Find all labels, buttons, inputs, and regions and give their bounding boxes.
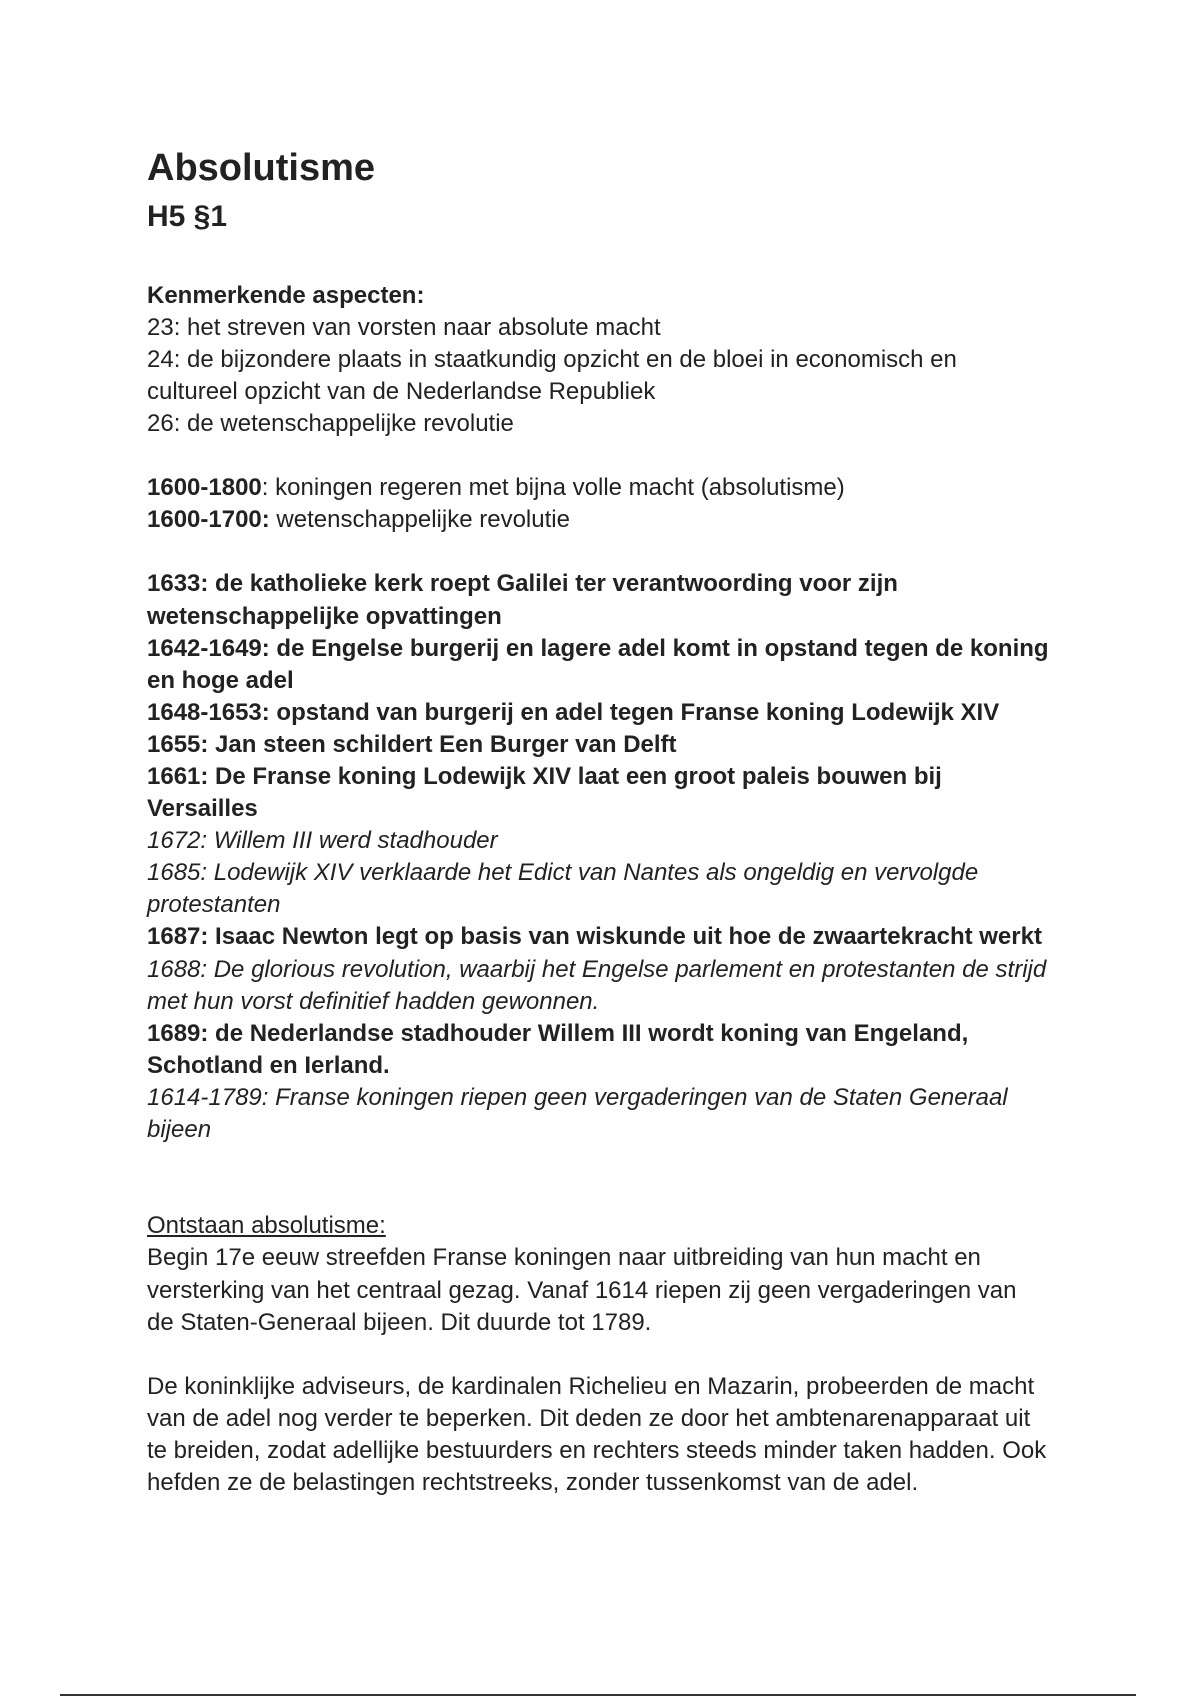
timeline-entry: 1685: Lodewijk XIV verklaarde het Edict van Nantes als ongeldig en vervolgde protestanten [147, 859, 979, 919]
aspect-item: 24: de bijzondere plaats in staatkundig opzicht en de bloei in economisch en cultureel opzicht van de Nederlandse Republiek [147, 345, 957, 405]
timeline-entry: 1688: De glorious revolution, waarbij het Engelse parlement en protestanten de strijd met hun vorst definitief hadden gewonnen. [147, 955, 1047, 1015]
timeline-entry: 1655: Jan steen schildert Een Burger van Delft [147, 730, 677, 758]
page-title: Absolutisme [147, 147, 376, 189]
document-page [147, 146, 1167, 1499]
kenmerkende-aspecten-section [147, 280, 1167, 440]
period-range: 1600-1800 [147, 474, 262, 502]
timeline-entry: 1648-1653: opstand van burgerij en adel tegen Franse koning Lodewijk XIV [147, 698, 1000, 726]
section-heading: Kenmerkende aspecten: [147, 281, 425, 309]
footer-divider [60, 1694, 1136, 1696]
paragraph: De koninklijke adviseurs, de kardinalen Richelieu en Mazarin, probeerden de macht van de adel nog verder te beperken. Dit deden ze door het ambtenarenapparaat uit te breiden, zodat adellijke bestuurders en rechters steeds minder taken hadden. Ook hefden ze de belastingen rechtstreeks, zonder tussenkomst van de adel. [147, 1372, 1047, 1497]
period-row [147, 472, 1167, 504]
timeline-entry: 1642-1649: de Engelse burgerij en lagere adel komt in opstand tegen de koning en hoge adel [147, 634, 1049, 694]
timeline-entry: 1614-1789: Franse koningen riepen geen vergaderingen van de Staten Generaal bijeen [147, 1083, 1008, 1144]
timeline-entry: 1661: De Franse koning Lodewijk XIV laat een groot paleis bouwen bij Versailles [147, 763, 942, 823]
paragraph: Begin 17e eeuw streefden Franse koningen naar uitbreiding van hun macht en versterking van het centraal gezag. Vanaf 1614 riepen zij geen vergaderingen van de Staten-Generaal bijeen. Dit duurde tot 1789. [147, 1244, 1017, 1336]
chapter-subtitle: H5 §1 [147, 200, 228, 233]
aspect-item: 23: het streven van vorsten naar absolute macht [147, 313, 661, 341]
period-description: wetenschappelijke revolutie [269, 506, 570, 534]
aspect-item: 26: de wetenschappelijke revolutie [147, 409, 514, 437]
timeline-section [147, 568, 1167, 1146]
timeline-entry: 1689: de Nederlandse stadhouder Willem III wordt koning van Engeland, Schotland en Ierland. [147, 1019, 969, 1079]
period-description: : koningen regeren met bijna volle macht (absolutisme) [261, 474, 845, 502]
timeline-entry: 1687: Isaac Newton legt op basis van wiskunde uit hoe de zwaartekracht werkt [147, 923, 1042, 951]
periods-section [147, 472, 1167, 536]
section-heading: Ontstaan absolutisme: [147, 1212, 386, 1240]
period-range: 1600-1700: [147, 506, 270, 534]
timeline-entry: 1633: de katholieke kerk roept Galilei ter verantwoording voor zijn wetenschappelijke opvattingen [147, 570, 898, 630]
ontstaan-section [147, 1210, 1167, 1499]
period-row [147, 504, 1167, 536]
timeline-entry: 1672: Willem III werd stadhouder [147, 827, 498, 855]
